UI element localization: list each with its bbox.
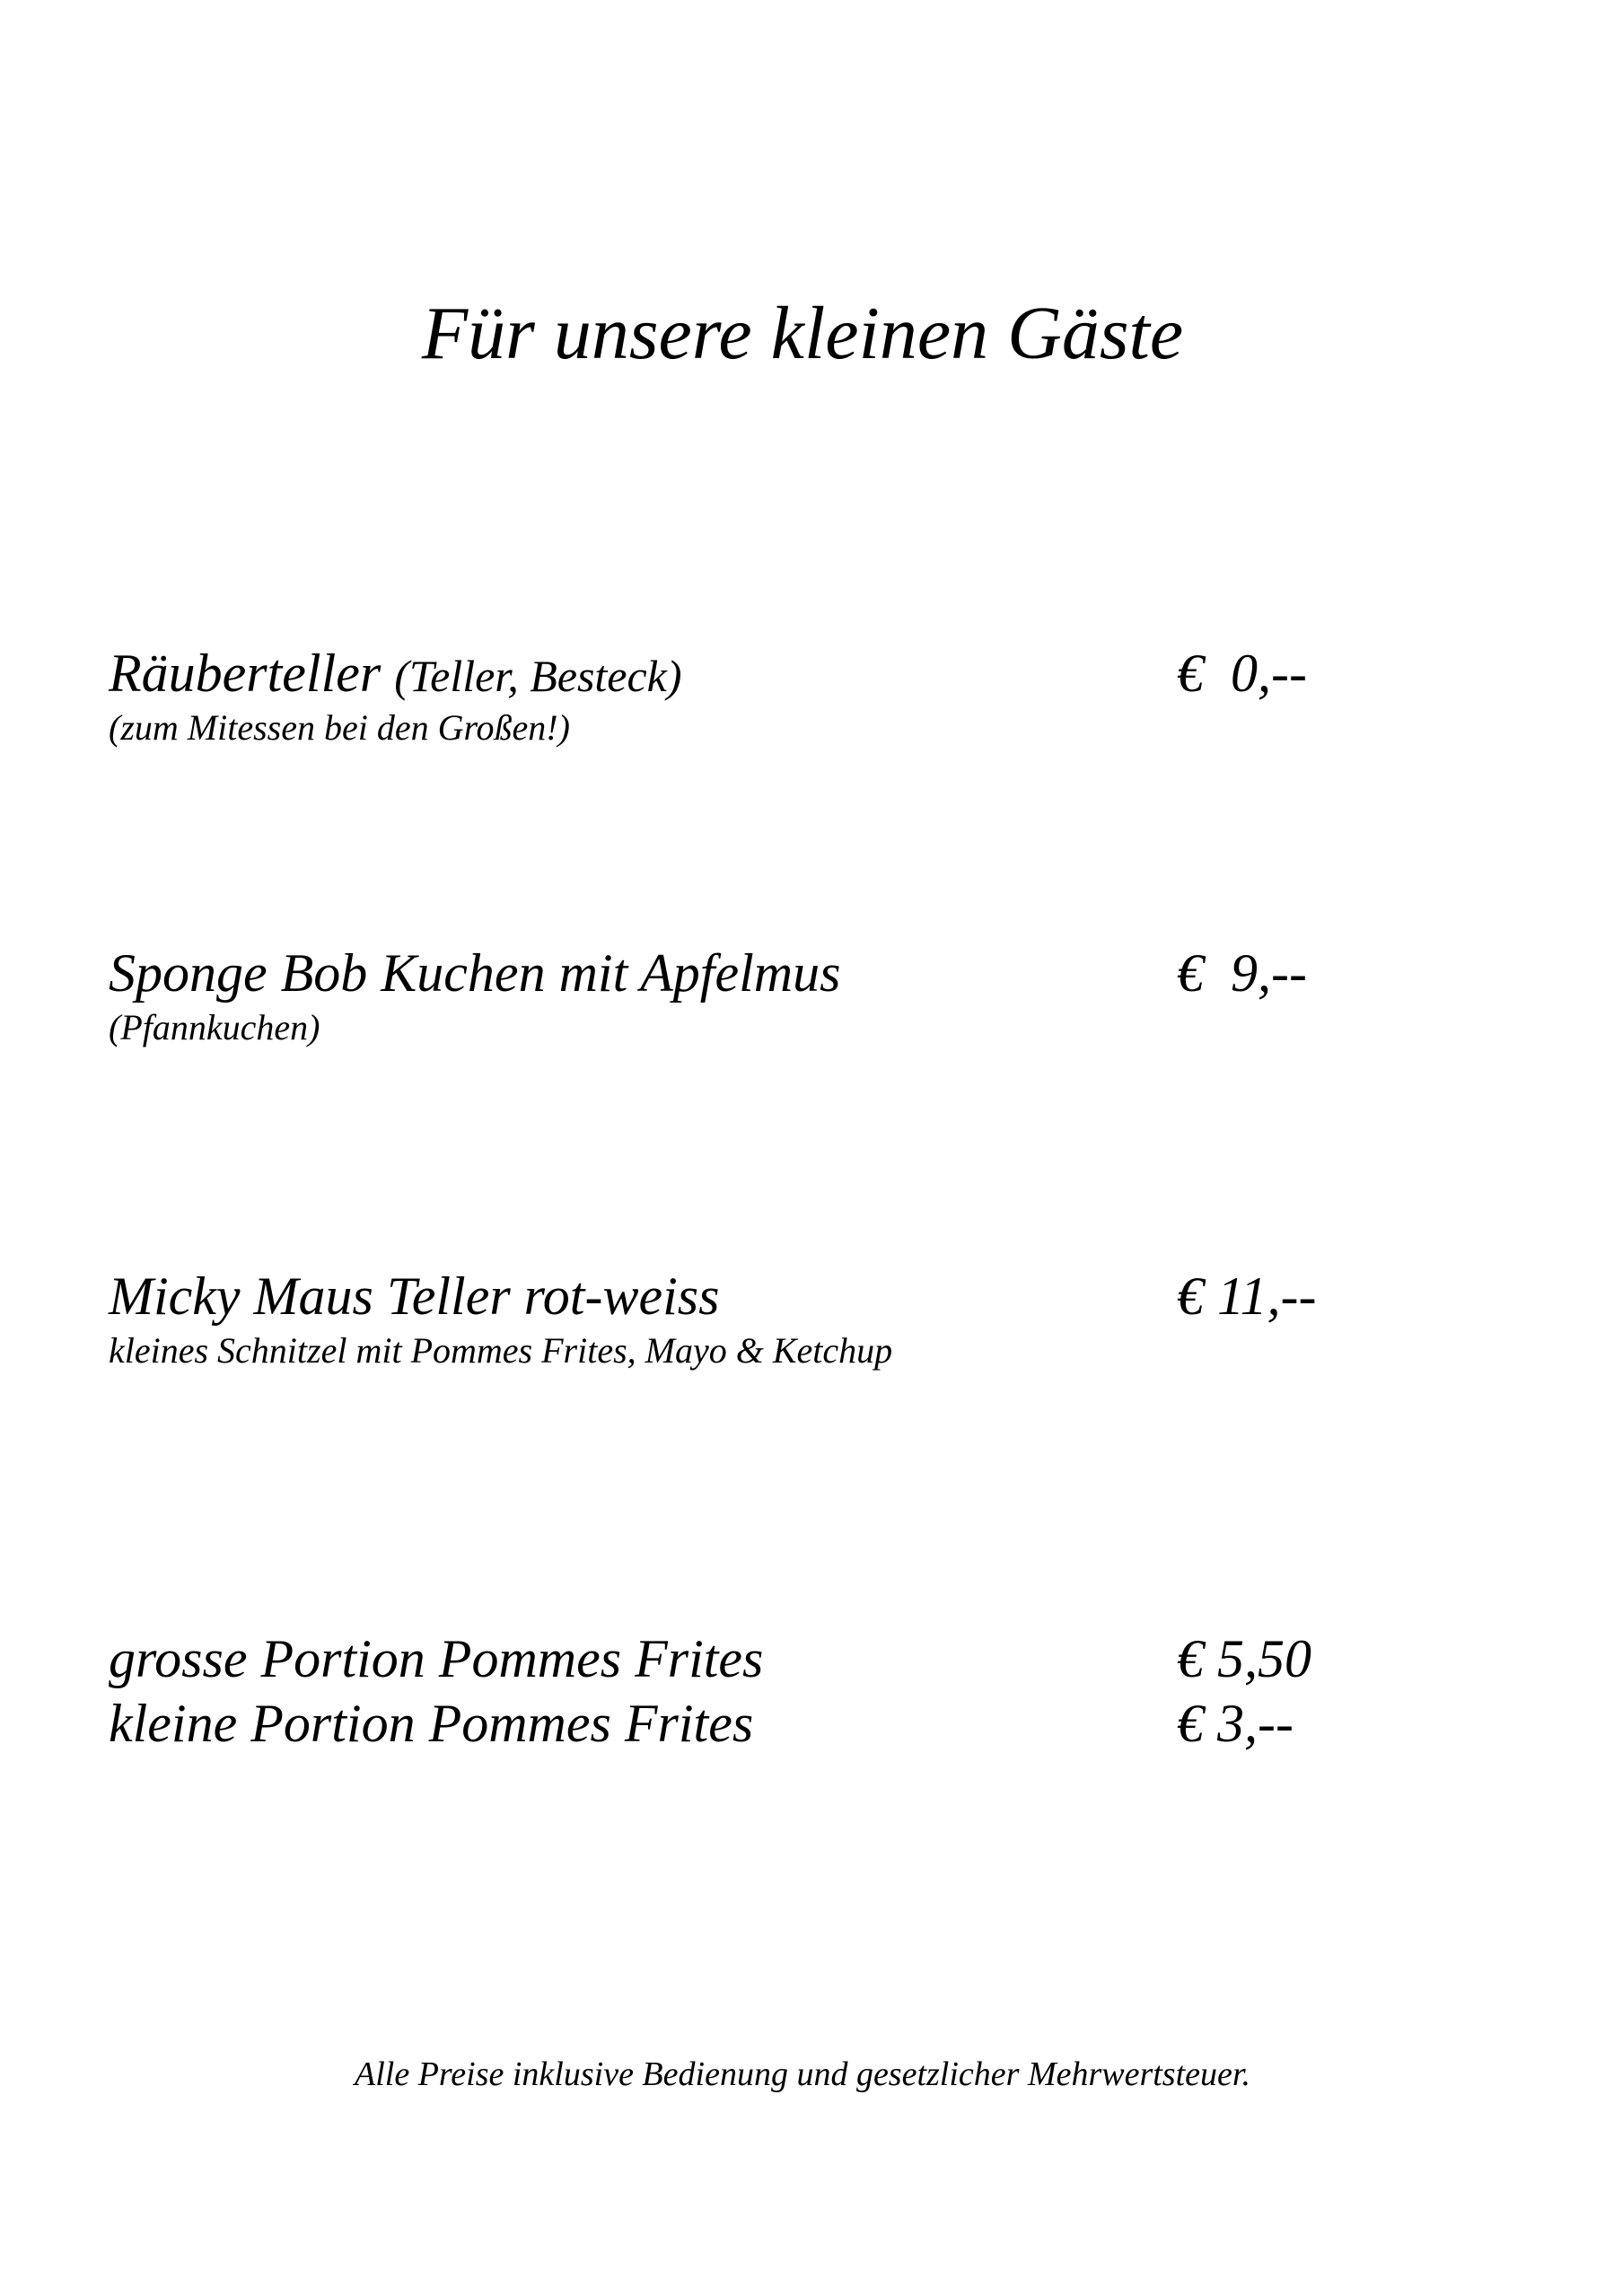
menu-item-price: € 9,-- bbox=[1177, 943, 1307, 1003]
menu-item-price: € 0,-- bbox=[1177, 644, 1307, 703]
menu-item-name-paren: (Teller, Besteck) bbox=[394, 651, 682, 701]
menu-item-note: kleines Schnitzel mit Pommes Frites, Mayo & Ketchup bbox=[109, 1330, 893, 1371]
price-footnote: Alle Preise inklusive Bedienung und gesetzlicher Mehrwertsteuer. bbox=[355, 2055, 1250, 2093]
menu-item-name: grosse Portion Pommes Frites bbox=[109, 1629, 764, 1688]
menu-item-name bbox=[109, 641, 682, 708]
menu-item-price: € 5,50 bbox=[1177, 1629, 1311, 1688]
page-title: Für unsere kleinen Gäste bbox=[421, 292, 1184, 375]
menu-item-note: (zum Mitessen bei den Großen!) bbox=[109, 707, 570, 748]
menu-item-name-text: Räuberteller bbox=[109, 644, 382, 703]
menu-item-price: € 3,-- bbox=[1177, 1694, 1294, 1753]
menu-item-price: € 11,-- bbox=[1177, 1266, 1317, 1326]
menu-item-name: Sponge Bob Kuchen mit Apfelmus bbox=[109, 943, 841, 1003]
menu-item-name: kleine Portion Pommes Frites bbox=[109, 1694, 754, 1753]
menu-item-note: (Pfannkuchen) bbox=[109, 1007, 320, 1047]
menu-item-name: Micky Maus Teller rot-weiss bbox=[109, 1266, 720, 1326]
